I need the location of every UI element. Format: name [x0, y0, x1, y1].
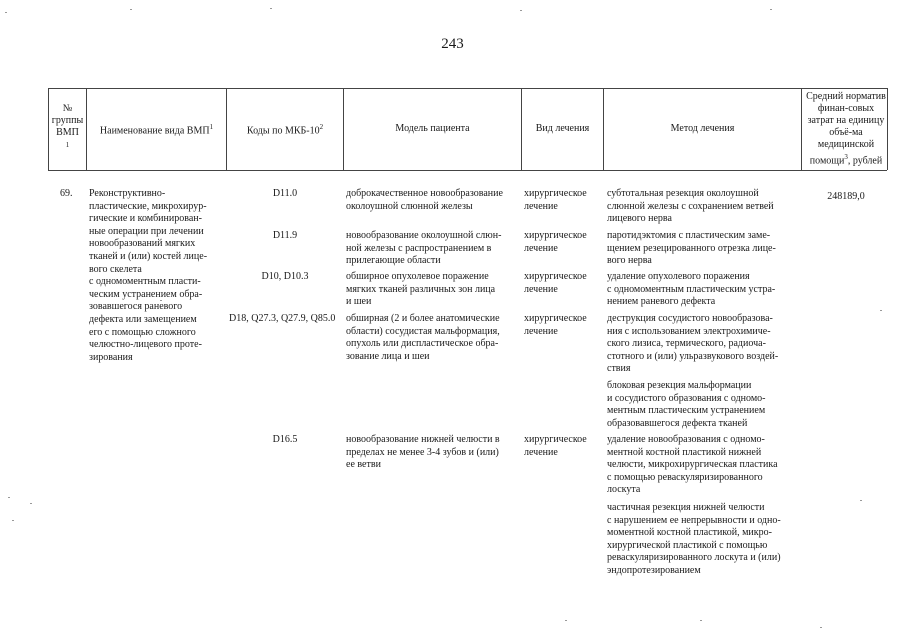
- treatment-type-cell: хирургическое лечение: [524, 230, 587, 254]
- treatment-method-cell: блоковая резекция мальформации и сосудистого образования с одномо- ментным пластическим устранением образовавшегося дефекта тканей: [607, 380, 766, 429]
- vmp-name-cell: Реконструктивно- пластические, микрохирур- гические и комбинирован- ные операции при лечении новообразований мягких тканей и (или) костей лице- вого скелета с одномоментным пласти- ческим устранением обра- зовавшегося раневого дефекта или замещением его с помощью сложного челюстно-лицевого проте- зирования: [89, 188, 208, 363]
- treatment-method-cell: удаление новообразования с одномо- ментной костной пластикой нижней челюсти, микрохирургическая пластика с помощью реваскуляризированного лоскута: [607, 434, 778, 496]
- group-number-cell: 69.: [60, 188, 73, 199]
- patient-model-cell: новообразование околоушной слюн- ной железы с распространением в прилегающие области: [346, 230, 502, 267]
- treatment-method-cell: частичная резекция нижней челюсти с нарушением ее непрерывности и одно- моментной костной пластикой, микро- хирургической пластикой с помощью реваскуляризированного лоскута и (или) эндопротезированием: [607, 502, 781, 576]
- mkb-code-cell: D18, Q27.3, Q27.9, Q85.0: [229, 313, 336, 324]
- treatment-type-cell: хирургическое лечение: [524, 434, 587, 458]
- column-divider: [801, 88, 802, 170]
- mkb-code-cell: D16.5: [272, 434, 298, 445]
- treatment-type-cell: хирургическое лечение: [524, 313, 587, 337]
- column-divider: [887, 88, 888, 170]
- treatment-type-cell: хирургическое лечение: [524, 271, 587, 295]
- header-treatment-type: Вид лечения: [535, 123, 590, 134]
- treatment-method-cell: удаление опухолевого поражения с одномоментным пластическим устра- нением раневого дефекта: [607, 271, 776, 308]
- treatment-method-cell: деструкция сосудистого новообразова- ния с использованием электрохимиче- ского лизиса, термического, радиоча- стотного и (или) ульразвукового воздей- ствия: [607, 313, 779, 375]
- mkb-code-cell: D10, D10.3: [261, 271, 309, 282]
- treatment-type-cell: хирургическое лечение: [524, 188, 587, 212]
- header-patient-model: Модель пациента: [395, 123, 470, 134]
- patient-model-cell: обширная (2 и более анатомические области) сосудистая мальформация, опухоль или диспластическое обра- зование лица и шеи: [346, 313, 500, 362]
- treatment-method-cell: паротидэктомия с пластическим заме- щением резецированного отрезка лице- вого нерва: [607, 230, 776, 267]
- page-number: 243: [441, 36, 464, 52]
- header-average-cost: Средний норматив финан-совых затрат на единицу объё-ма медицинской помощи$^3$, рублей: [806, 90, 886, 167]
- header-group-number: № группы ВМП $^1$: [51, 102, 84, 149]
- patient-model-cell: обширное опухолевое поражение мягких тканей различных зон лица и шеи: [346, 271, 496, 308]
- cost-cell: 248189,0: [827, 191, 865, 202]
- treatment-method-cell: субтотальная резекция околоушной слюнной железы с сохранением ветвей лицевого нерва: [607, 188, 774, 225]
- mkb-code-cell: D11.9: [272, 230, 298, 241]
- header-treatment-method: Метод лечения: [670, 123, 735, 134]
- patient-model-cell: новообразование нижней челюсти в пределах не менее 3-4 зубов и (или) ее ветви: [346, 434, 500, 471]
- mkb-code-cell: D11.0: [272, 188, 298, 199]
- table-header-bottom-border: [48, 170, 887, 171]
- header-mkb-codes: Коды по МКБ-$10^2$: [246, 122, 324, 137]
- header-vmp-name: Наименование вида ВМП$^1$: [99, 122, 214, 137]
- patient-model-cell: доброкачественное новообразование околоушной слюнной железы: [346, 188, 503, 212]
